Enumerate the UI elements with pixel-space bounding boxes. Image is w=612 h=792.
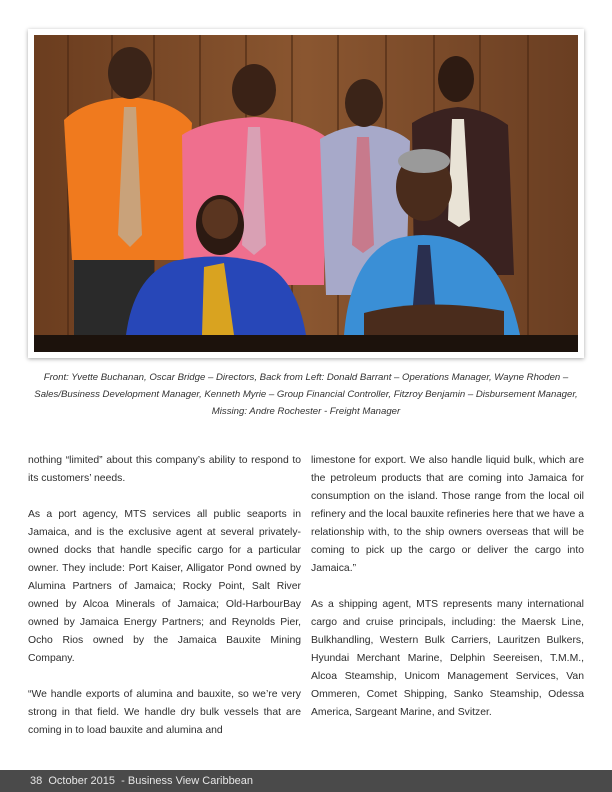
paragraph: nothing “limited” about this company’s ability to respond to its customers’ needs.	[28, 455, 301, 484]
article-column-left	[28, 452, 301, 740]
paragraph: “We handle exports of alumina and bauxite, so we’re very strong in that field. We handle dry bulk vessels that are coming in to load bauxite and alumina and	[28, 689, 301, 736]
paragraph: As a shipping agent, MTS represents many international cargo and cruise principals, including: the Maersk Line, Bulkhandling, Western Bulk Carriers, Lauritzen Bulkers, Hyundai Merchant Marine, Delphin Seereisen, T.M.M., Alcoa Steamship, Unicom Management Services, Van Ommeren, Comet Shipping, Sanko Steamship, Odessa America, Sargeant Marine, and Svitzer.	[311, 599, 584, 718]
photo-frame	[28, 29, 584, 358]
paragraph: As a port agency, MTS services all public seaports in Jamaica, and is the exclusive agent at several privately-owned docks that handle specific cargo for a particular owner. They include: Port Kaiser, Alligator Pond owned by Alumina Partners of Jamaica; Rocky Point, Salt River owned by Alcoa Minerals of Jamaica; Old-HarbourBay owned by Jamaica Energy Partners; and Reynolds Pier, Ocho Rios owned by the Jamaica Bauxite Mining Company.	[28, 509, 301, 664]
page-footer	[0, 770, 612, 792]
table	[34, 335, 578, 352]
paragraph: limestone for export. We also handle liquid bulk, which are the petroleum products that are coming into Jamaica for consumption on the island. Those range from the local oil refinery and the local bauxite refineries here that we have a relationship with, to the ship owners overseas that will be coming to pick up the cargo or deliver the cargo into Jamaica.”	[311, 455, 584, 574]
photo-caption: Front: Yvette Buchanan, Oscar Bridge – Directors, Back from Left: Donald Barrant – Operations Manager, Wayne Rhoden – Sales/Business Development Manager, Kenneth Myrie – Group Financial Controller, Fitzroy Benjamin – Disbursement Manager, Missing: Andre Rochester - Freight Manager	[34, 372, 578, 417]
page-number: 38	[30, 775, 43, 787]
group-photo	[34, 35, 578, 352]
article-column-right	[311, 452, 584, 722]
footer-separator: -	[121, 775, 125, 787]
issue-date: October 2015	[48, 775, 116, 787]
publication-name: Business View Caribbean	[127, 775, 254, 787]
